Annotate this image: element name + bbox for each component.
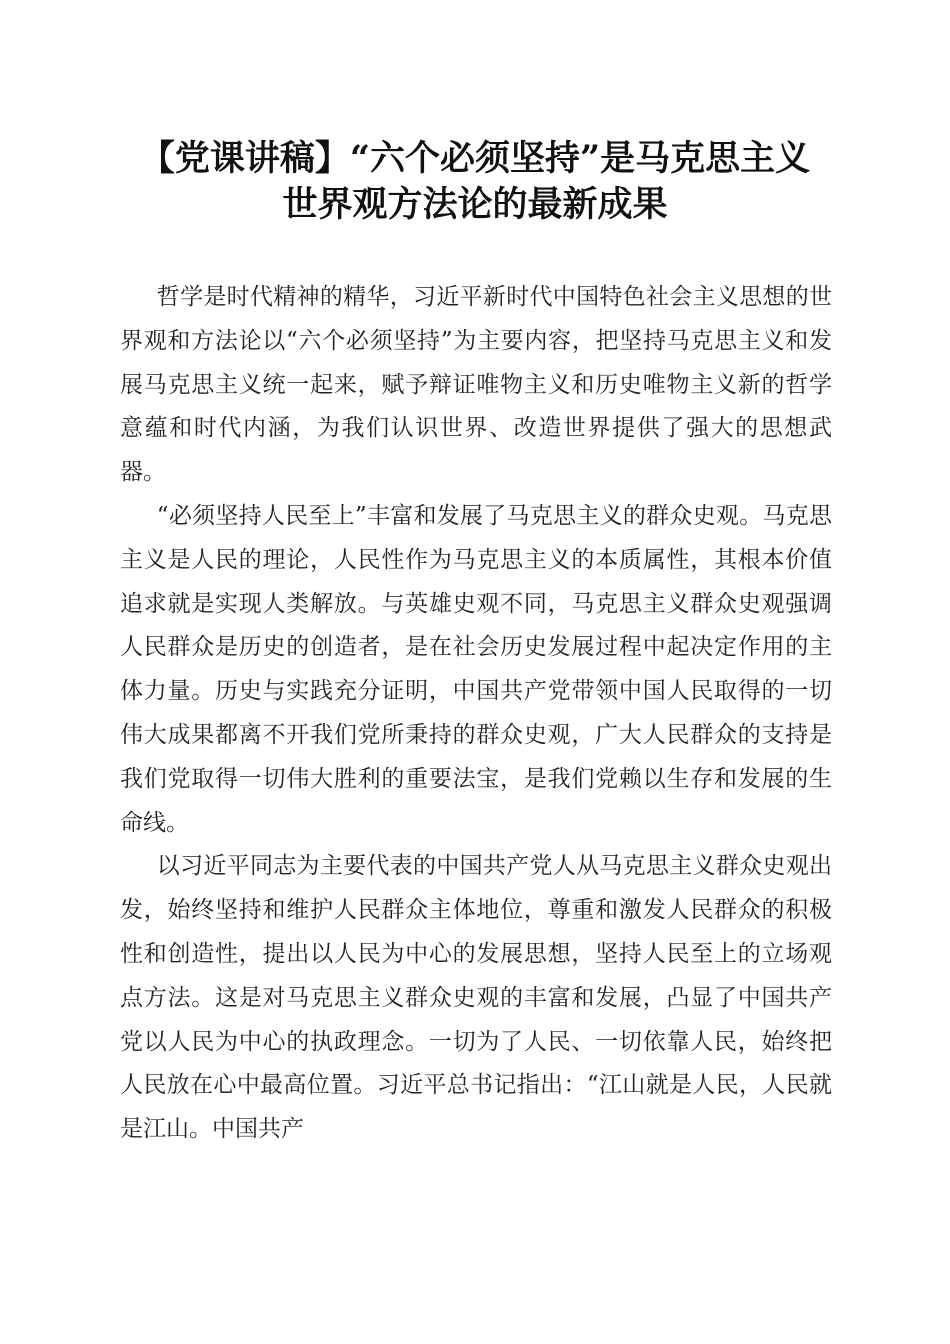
document-title <box>100 136 850 228</box>
document-body <box>120 276 832 1152</box>
paragraph-3: 以习近平同志为主要代表的中国共产党人从马克思主义群众史观出发，始终坚持和维护人民群众主体地位，尊重和激发人民群众的积极性和创造性，提出以人民为中心的发展思想，坚持人民至上的立场观点方法。这是对马克思主义群众史观的丰富和发展，凸显了中国共产党以人民为中心的执政理念。一切为了人民、一切依靠人民，始终把人民放在心中最高位置。习近平总书记指出：“江山就是人民，人民就是江山。中国共产 <box>120 853 832 1143</box>
title-line-1: 【党课讲稿】“六个必须坚持”是马克思主义 <box>139 138 811 179</box>
paragraph-1: 哲学是时代精神的精华，习近平新时代中国特色社会主义思想的世界观和方法论以“六个必须坚持”为主要内容，把坚持马克思主义和发展马克思主义统一起来，赋予辩证唯物主义和历史唯物主义新的哲学意蕴和时代内涵，为我们认识世界、改造世界提供了强大的思想武器。 <box>120 284 832 486</box>
title-line-2: 世界观方法论的最新成果 <box>282 184 668 225</box>
paragraph-2: “必须坚持人民至上”丰富和发展了马克思主义的群众史观。马克思主义是人民的理论，人民性作为马克思主义的本质属性，其根本价值追求就是实现人类解放。与英雄史观不同，马克思主义群众史观强调人民群众是历史的创造者，是在社会历史发展过程中起决定作用的主体力量。历史与实践充分证明，中国共产党带领中国人民取得的一切伟大成果都离不开我们党所秉持的群众史观，广大人民群众的支持是我们党取得一切伟大胜利的重要法宝，是我们党赖以生存和发展的生命线。 <box>120 502 832 836</box>
